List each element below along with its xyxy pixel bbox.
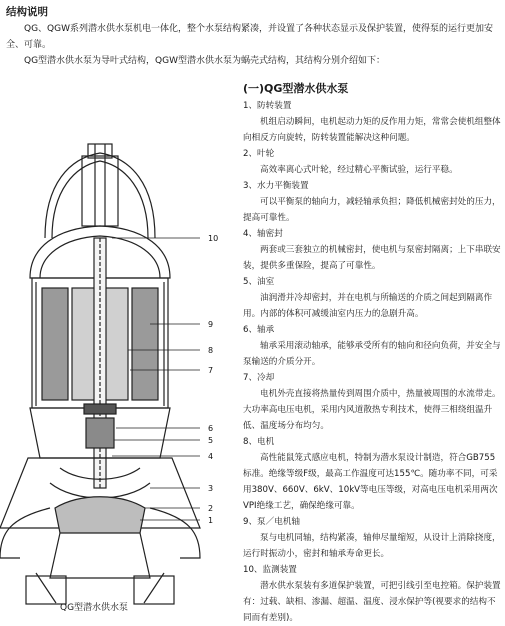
feature-item (243, 322, 501, 370)
impeller (55, 497, 145, 533)
base-foot-right (134, 576, 174, 604)
figure-caption: QG型潜水供水泵 (60, 603, 129, 613)
pump-diagram (0, 88, 240, 608)
feature-title: 5、油室 (243, 277, 275, 287)
cable-inlet (82, 156, 118, 226)
stator-right (132, 288, 158, 400)
lifting-handle (45, 153, 155, 238)
feature-item (243, 226, 501, 274)
feature-body: 高效率离心式叶轮，经过精心平衡试验，运行平稳。 (260, 165, 458, 175)
feature-title: 2、叶轮 (243, 149, 275, 159)
part-label: 3 (208, 484, 214, 493)
feature-item (243, 98, 501, 146)
feature-item (243, 274, 501, 322)
pump-cross-section-drawing (0, 88, 240, 608)
feature-body: 两套或三套独立的机械密封，使电机与泵密封隔离；上下串联安装，提供多重保险，提高了可靠性。 (243, 245, 501, 271)
intro-paragraph: QG型潜水供水泵为导叶式结构，QGW型潜水供水泵为蜗壳式结构，其结构分别介绍如下： (24, 56, 386, 66)
part-label: 4 (208, 452, 214, 461)
description-column (243, 80, 501, 626)
feature-body: 油润滑并冷却密封，并在电机与所输送的介质之间起到隔离作用。内部的体积可减缓油室内压力的急剧升高。 (243, 293, 493, 319)
intro-paragraph: QG、QGW系列潜水供水泵机电一体化，整个水泵结构紧凑，并设置了各种状态显示及保护装置，使得泵的运行更加安全、可靠。 (6, 24, 494, 50)
part-label: 1 (208, 516, 214, 525)
feature-body: 电机外壳直接将热量传到周围介质中，热量被周围的水流带走。大功率高电压电机，采用内风道散热专利技术，使得三相绕组温升低、温度场分布均匀。 (243, 389, 501, 431)
feature-title: 3、水力平衡装置 (243, 181, 309, 191)
page-heading: 结构说明 (6, 6, 48, 18)
part-label: 10 (208, 234, 219, 243)
feature-title: 8、电机 (243, 437, 275, 447)
feature-body: 轴承采用滚动轴承，能够承受所有的轴向和径向负荷，并安全与泵输送的介质分开。 (243, 341, 501, 367)
feature-item (243, 370, 501, 434)
part-label: 7 (208, 366, 214, 375)
suction-inlet (50, 533, 150, 578)
mechanical-seal (86, 418, 114, 448)
feature-title: 1、防转装置 (243, 101, 292, 111)
feature-body: 机组启动瞬间，电机起动力矩的反作用力矩，常常会使机组整体向相反方向旋转，防转装置能解决这种问题。 (243, 117, 501, 143)
feature-item (243, 514, 501, 562)
feature-body: 泵与电机同轴，结构紧凑，轴伸尽量缩短，从设计上消除挠度，运行时振动小，密封和轴承寿命更长。 (243, 533, 501, 559)
feature-body: 高性能鼠笼式感应电机，特制为潜水泵设计制造，符合GB755标准。绝缘等级F级，最高工作温度可达155℃。随功率不同，可采用380V、660V、6kV、10kV等电压等级，对高电压电机采用两次VPI绝缘工艺，确保绝缘可靠。 (243, 453, 498, 511)
feature-body: 潜水供水泵装有多道保护装置，可把引线引至电控箱。保护装置有：过载、缺相、渗漏、超温、温度、浸水保护等(视要求的结构不同而有差别)。 (243, 581, 501, 623)
feature-item (243, 434, 501, 514)
part-label: 8 (208, 346, 214, 355)
feature-title: 10、监测装置 (243, 565, 297, 575)
feature-item (243, 178, 501, 226)
feature-body: 可以平衡泵的轴向力，减轻轴承负担；降低机械密封处的压力，提高可靠性。 (243, 197, 501, 223)
intro-text (6, 21, 498, 69)
feature-item (243, 562, 501, 626)
feature-title: 6、轴承 (243, 325, 275, 335)
part-label: 6 (208, 424, 214, 433)
section-title: (一)QG型潜水供水泵 (243, 82, 349, 95)
part-label: 9 (208, 320, 214, 329)
feature-title: 9、泵／电机轴 (243, 517, 301, 527)
feature-item (243, 146, 501, 178)
part-label: 2 (208, 504, 214, 513)
feature-title: 4、轴密封 (243, 229, 283, 239)
feature-title: 7、冷却 (243, 373, 275, 383)
part-label: 5 (208, 436, 214, 445)
stator-left (42, 288, 68, 400)
bearing (84, 404, 116, 414)
